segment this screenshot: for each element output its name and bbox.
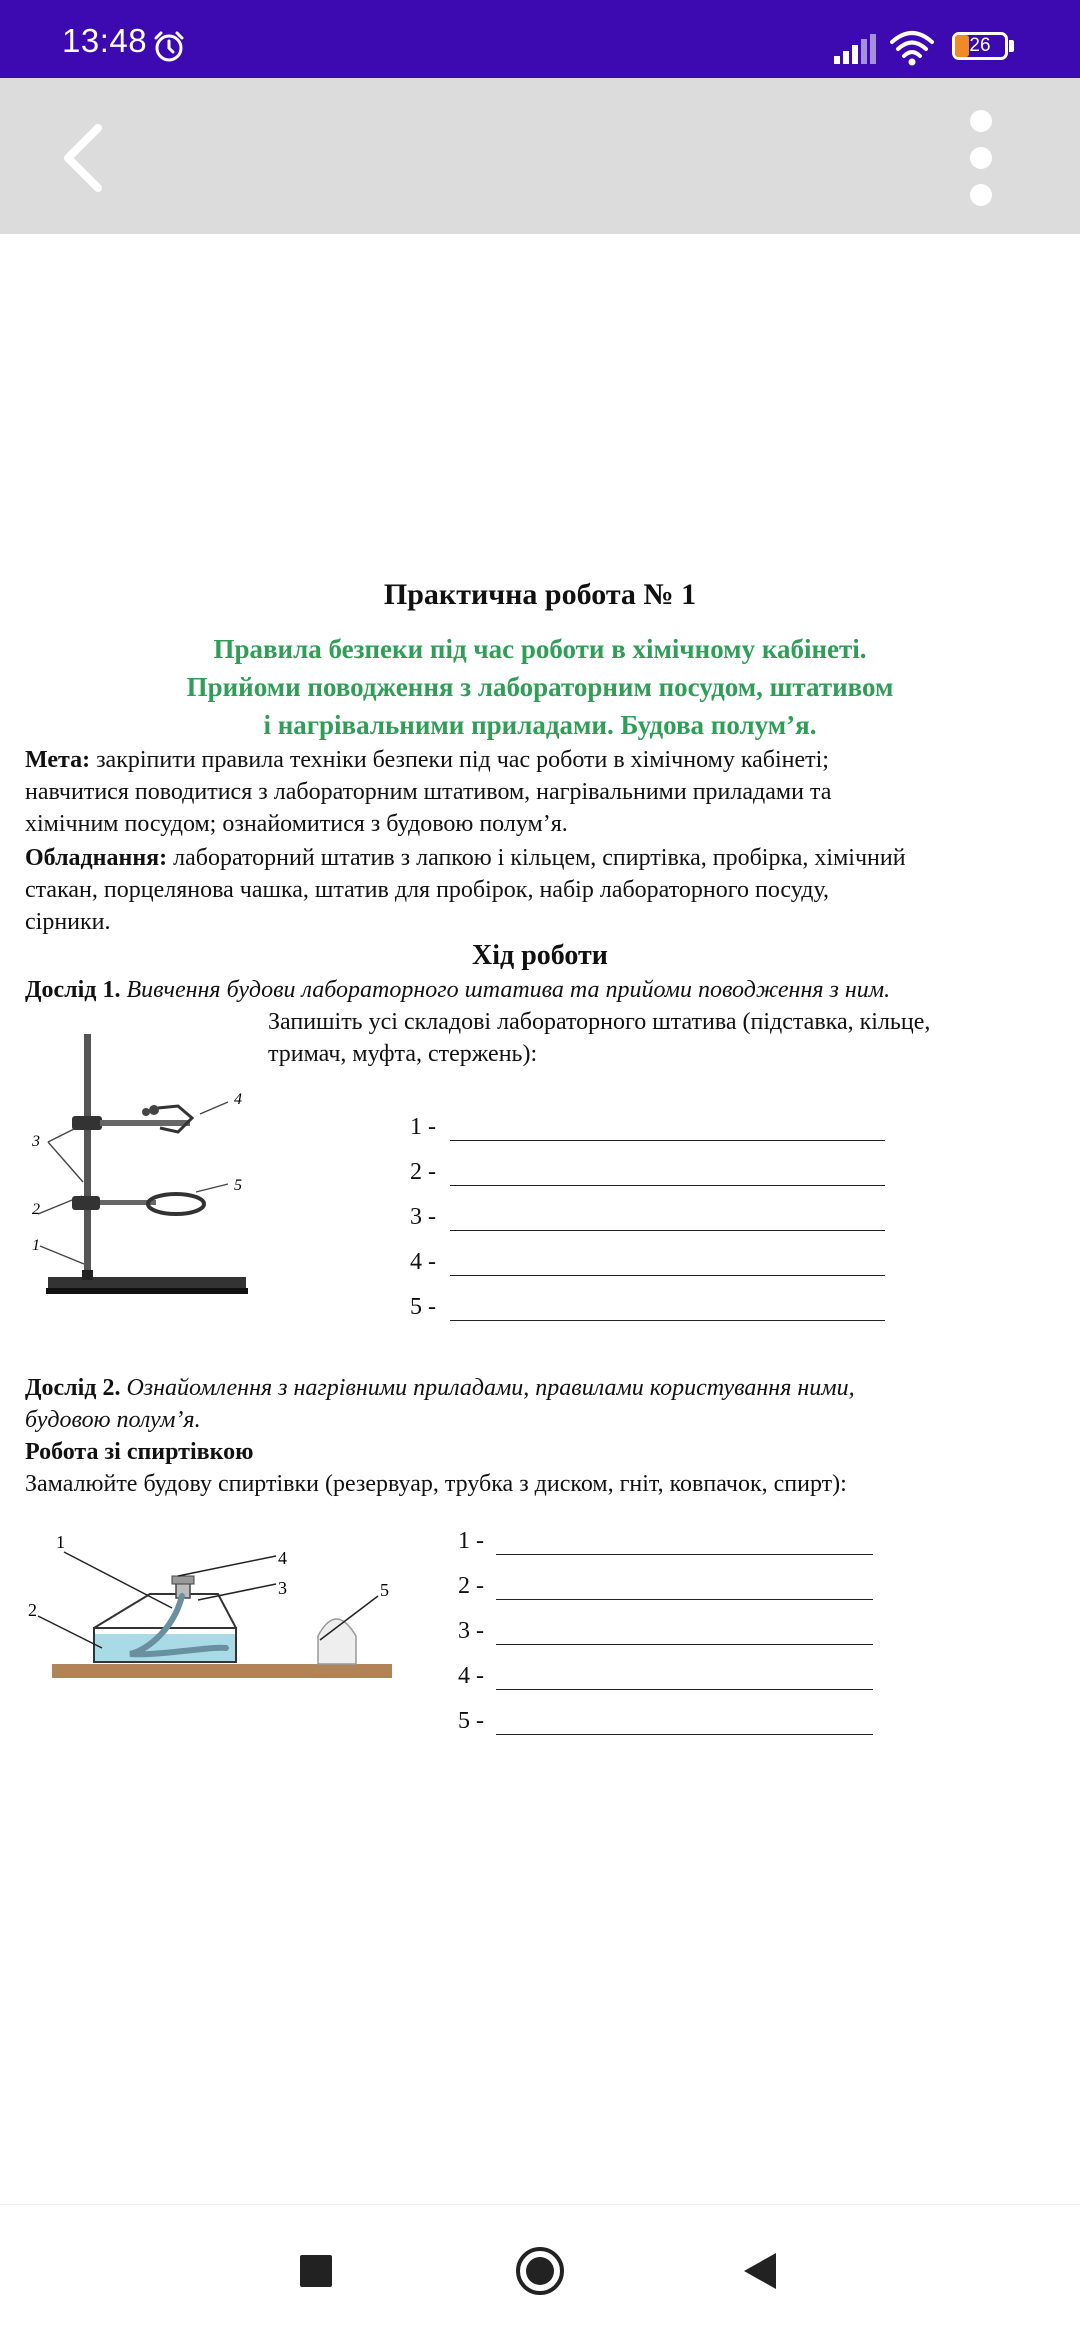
lamp-label-4: 4 [278,1548,287,1568]
lamp-label-3: 3 [278,1578,287,1598]
exp1-label: Дослід 1. [25,977,121,1003]
signal-icon [832,34,876,64]
exp2-blank-2[interactable]: 2 - [458,1573,873,1603]
section-title: Хід роботи [472,940,608,971]
exp2-subsection: Робота зі спиртівкою [25,1439,254,1465]
exp2-blank-1[interactable]: 1 - [458,1528,873,1558]
exp1-blank-2[interactable]: 2 - [410,1159,885,1189]
subtitle-line-3: і нагрівальними приладами. Будова полум’я. [263,710,817,740]
exp2-blank-3[interactable]: 3 - [458,1618,873,1648]
exp1-blank-5[interactable]: 5 - [410,1294,885,1324]
exp2-instruction: Замалюйте будову спиртівки (резервуар, трубка з диском, гніт, ковпачок, спирт): [25,1471,847,1497]
exp2-title-2: будовою полум’я. [25,1407,201,1433]
lamp-label-2: 2 [28,1600,37,1620]
stand-label-1: 1 [32,1237,40,1254]
battery-icon [952,32,1014,60]
subtitle-line-1: Правила безпеки під час роботи в хімічному кабінеті. [213,634,867,664]
stand-label-2: 2 [32,1201,40,1218]
document-page [0,234,1080,2204]
goal-text-3: хімічним посудом; ознайомитися з будовою полум’я. [25,811,568,837]
back-arrow-icon[interactable] [48,118,124,198]
status-time: 13:48 [62,22,148,59]
back-triangle-icon[interactable] [742,2251,778,2291]
stand-label-5: 5 [234,1177,242,1194]
exp1-heading [25,974,1010,1006]
exp2-title-1: Ознайомлення з нагрівними приладами, правилами користування ними, [126,1375,855,1401]
exp2-label: Дослід 2. [25,1375,121,1401]
equipment-text-3: сірники. [25,909,111,935]
goal-line-1 [25,744,1010,776]
alarm-icon [152,30,186,64]
recents-square-icon[interactable] [300,2255,332,2287]
wifi-icon [888,28,936,68]
equipment-line-1 [25,842,1010,874]
goal-text-1: закріпити правила техніки безпеки під час роботи в хімічному кабінеті; [96,747,829,773]
lamp-label-5: 5 [380,1580,389,1600]
exp1-blank-3[interactable]: 3 - [410,1204,885,1234]
status-bar [0,0,1080,78]
exp1-title: Вивчення будови лабораторного штатива та прийоми поводження з ним. [126,977,891,1003]
lab-stand-figure [28,1014,278,1314]
more-vertical-icon[interactable] [948,106,1012,210]
doc-title: Практична робота № 1 [383,578,697,611]
lamp-label-1: 1 [56,1532,65,1552]
exp1-instruction-2: тримач, муфта, стержень): [268,1041,538,1067]
exp2-heading [25,1372,1010,1404]
home-circle-icon[interactable] [514,2245,566,2297]
app-bar [0,78,1080,234]
exp1-instruction-1: Запишіть усі складові лабораторного штатива (підставка, кільце, [268,1009,931,1035]
exp2-blank-5[interactable]: 5 - [458,1708,873,1738]
subtitle-line-2: Прийоми поводження з лабораторним посудом, штативом [186,672,894,702]
stand-label-3: 3 [32,1133,40,1150]
navigation-bar [0,2204,1080,2341]
equipment-text-1: лабораторний штатив з лапкою і кільцем, спиртівка, пробірка, хімічний [173,845,906,871]
goal-text-2: навчитися поводитися з лабораторним штативом, нагрівальними приладами та [25,779,832,805]
goal-label: Мета: [25,747,91,773]
exp1-blank-4[interactable]: 4 - [410,1249,885,1279]
equipment-text-2: стакан, порцелянова чашка, штатив для пробірок, набір лабораторного посуду, [25,877,830,903]
battery-level: 26 [969,35,991,56]
exp1-blank-1[interactable]: 1 - [410,1114,885,1144]
exp2-blank-4[interactable]: 4 - [458,1663,873,1693]
stand-label-4: 4 [234,1091,242,1108]
equipment-label: Обладнання: [25,845,168,871]
alcohol-lamp-figure [22,1524,402,1684]
